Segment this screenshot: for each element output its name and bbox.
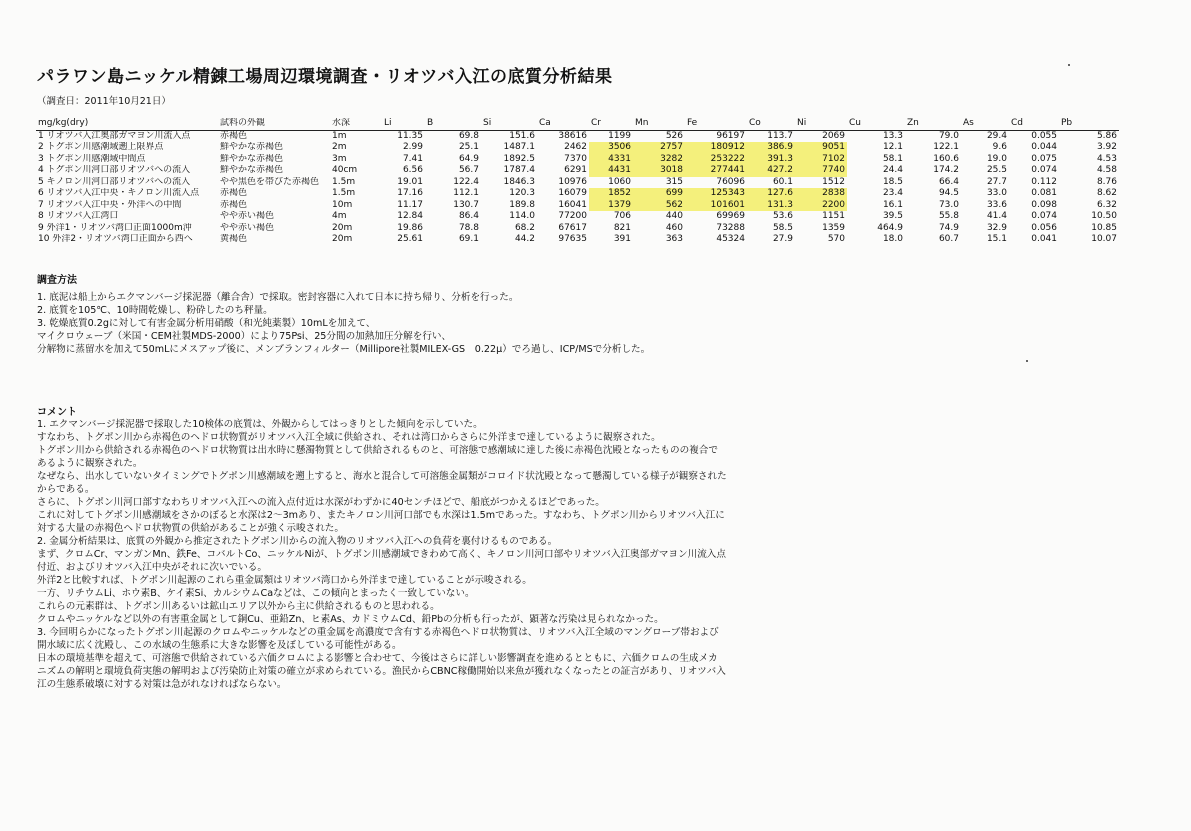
value-cell: 94.5: [938, 188, 959, 199]
column-header: Zn: [905, 118, 961, 130]
value-cell: 24.4: [882, 165, 903, 176]
value-cell: 363: [665, 234, 683, 245]
comment-line: これに対してトグポン川感潮域をさかのぼると水深は2～3mあり、またキノロン川河口部でも水深は1.5mであった。すなわち、トグポン川からリオツバ入江に対する大量の赤褐色ヘドロ状物質の供給があることが強く示唆された。: [37, 510, 725, 534]
value-cell: 58.1: [882, 153, 903, 164]
value-cell: 64.9: [458, 153, 479, 164]
value-cell: 1852: [589, 188, 633, 200]
column-header: Cu: [847, 118, 905, 130]
column-header: 試料の外観: [218, 118, 330, 130]
comments-body: [37, 418, 727, 691]
value-cell: 125343: [685, 188, 747, 200]
value-cell: 0.074: [1031, 211, 1057, 222]
column-header: Cd: [1009, 118, 1059, 130]
value-cell: 9051: [795, 142, 847, 154]
value-cell: 96197: [716, 130, 745, 141]
value-cell: 77200: [558, 211, 587, 222]
value-cell: 12.84: [397, 211, 423, 222]
value-cell: 17.16: [397, 188, 423, 199]
value-cell: 1846.3: [503, 176, 535, 187]
value-cell: 0.098: [1031, 199, 1057, 210]
sample-name-cell: 2 トグポン川感潮域遡上限界点: [38, 142, 164, 153]
table-row: [36, 188, 1119, 200]
value-cell: 25.1: [458, 142, 479, 153]
table-row: [36, 142, 1119, 154]
table-row: [36, 130, 1119, 142]
value-cell: 160.6: [933, 153, 959, 164]
value-cell: 18.0: [882, 234, 903, 245]
value-cell: 41.4: [986, 211, 1007, 222]
value-cell: 11.35: [397, 130, 423, 141]
sample-name-cell: 8 リオツバ入江湾口: [38, 211, 119, 222]
depth-cell: 1m: [332, 130, 347, 141]
survey-date: （調査日：2011年10月21日）: [37, 96, 171, 107]
comment-line: トグポン川から供給される赤褐色のヘドロ状物質は出水時に懸濁物質として供給されるものと、可溶態で感潮域に達した後に赤褐色沈殿となったものの複合であるように観察された。: [37, 445, 718, 469]
page-title: パラワン島ニッケル精錬工場周辺環境調査・リオツバ入江の底質分析結果: [37, 67, 613, 87]
depth-cell: 2m: [332, 142, 347, 153]
value-cell: 0.074: [1031, 165, 1057, 176]
comment-line: さらに、トグポン川河口部すなわちリオツバ入江への流入点付近は水深がわずかに40センチほどで、船底がつかえるほどであった。: [37, 497, 605, 508]
depth-cell: 4m: [332, 211, 347, 222]
value-cell: 69969: [716, 211, 745, 222]
value-cell: 2.99: [402, 142, 423, 153]
value-cell: 19.86: [397, 222, 423, 233]
appearance-cell: 鮮やかな赤褐色: [220, 142, 284, 153]
value-cell: 180912: [685, 142, 747, 154]
sample-name-cell: 7 リオツバ入江中央・外洋への中間: [38, 199, 182, 210]
value-cell: 706: [613, 211, 631, 222]
methods-line: 3. 乾燥底質0.2gに対して有害金属分析用硝酸（和光純薬製）10mLを加えて、: [37, 318, 376, 329]
value-cell: 79.0: [938, 130, 959, 141]
value-cell: 33.0: [986, 188, 1007, 199]
sample-name-cell: 10 外洋2・リオツバ湾口正面から西へ: [38, 234, 193, 245]
value-cell: 526: [665, 130, 683, 141]
value-cell: 18.5: [882, 176, 903, 187]
value-cell: 97635: [558, 234, 587, 245]
comment-line: 2. 金属分析結果は、底質の外観から推定されたトグポン川からの流入物のリオツバ入江への負荷を裏付けるものである。: [37, 536, 558, 547]
value-cell: 570: [827, 234, 845, 245]
value-cell: 7370: [564, 153, 587, 164]
sample-name-cell: 3 トグポン川感潮域中間点: [38, 153, 146, 164]
value-cell: 9.6: [992, 142, 1007, 153]
value-cell: 0.044: [1031, 142, 1057, 153]
column-header: As: [961, 118, 1009, 130]
depth-cell: 1.5m: [332, 188, 356, 199]
value-cell: 10976: [558, 176, 587, 187]
value-cell: 76096: [716, 176, 745, 187]
comment-line: クロムやニッケルなど以外の有害重金属として銅Cu、亜鉛Zn、ヒ素As、カドミウムCd、鉛Pbの分析も行ったが、顕著な汚染は見られなかった。: [37, 614, 664, 625]
depth-cell: 1.5m: [332, 176, 356, 187]
column-header: 水深: [330, 118, 382, 130]
value-cell: 2757: [633, 142, 685, 154]
appearance-cell: やや赤い褐色: [220, 222, 275, 233]
value-cell: 1787.4: [503, 165, 535, 176]
value-cell: 69.1: [458, 234, 479, 245]
table-row: [36, 165, 1119, 177]
value-cell: 66.4: [938, 176, 959, 187]
value-cell: 460: [665, 222, 683, 233]
appearance-cell: 赤褐色: [220, 199, 248, 210]
value-cell: 2462: [564, 142, 587, 153]
value-cell: 4.58: [1096, 165, 1117, 176]
sample-name-cell: 5 キノロン川河口部リオツバへの流入: [38, 176, 191, 187]
value-cell: 29.4: [986, 130, 1007, 141]
value-cell: 10.50: [1091, 211, 1117, 222]
value-cell: 8.76: [1096, 176, 1117, 187]
table-header-row: [36, 118, 1119, 130]
value-cell: 16079: [558, 188, 587, 199]
value-cell: 33.6: [986, 199, 1007, 210]
value-cell: 19.01: [397, 176, 423, 187]
value-cell: 10.85: [1091, 222, 1117, 233]
value-cell: 8.62: [1096, 188, 1117, 199]
column-header: Co: [747, 118, 795, 130]
value-cell: 15.1: [986, 234, 1007, 245]
value-cell: 1151: [822, 211, 845, 222]
value-cell: 56.7: [458, 165, 479, 176]
column-header: B: [425, 118, 481, 130]
value-cell: 69.8: [458, 130, 479, 141]
depth-cell: 10m: [332, 199, 353, 210]
value-cell: 0.112: [1031, 176, 1057, 187]
column-header: Mn: [633, 118, 685, 130]
value-cell: 0.056: [1031, 222, 1057, 233]
value-cell: 7740: [795, 165, 847, 177]
value-cell: 315: [665, 176, 683, 187]
appearance-cell: 鮮やかな赤褐色: [220, 165, 284, 176]
value-cell: 391.3: [747, 154, 795, 166]
comment-line: 日本の環境基準を超えて、可溶態で供給されている六価クロムによる影響と合わせて、今後はさらに詳しい影響調査を進めるとともに、六価クロムの生成メカニズムの解明と環境負荷実態の解明および汚染防止対策の確立が求められている。漁民からCBNC稼働開始以来魚が獲れなくなったとの証言があり、リオツバ入江の生態系破壊に対する対策は急がれなければならない。: [37, 653, 726, 690]
value-cell: 0.041: [1031, 234, 1057, 245]
value-cell: 440: [665, 211, 683, 222]
value-cell: 0.075: [1031, 153, 1057, 164]
appearance-cell: 黄褐色: [220, 234, 248, 245]
sample-name-cell: 9 外洋1・リオツバ湾口正面1000m沖: [38, 222, 192, 233]
comment-line: 外洋2と比較すれば、トグポン川起源のこれら重金属類はリオツバ湾口から外洋まで達していることが示唆される。: [37, 575, 532, 586]
value-cell: 27.7: [986, 176, 1007, 187]
comment-line: 1. エクマンバージ採泥器で採取した10検体の底質は、外観からしてはっきりとした傾向を示していた。: [37, 419, 483, 430]
column-header: Ni: [795, 118, 847, 130]
value-cell: 27.9: [772, 234, 793, 245]
table-row: [36, 211, 1119, 223]
value-cell: 2838: [795, 188, 847, 200]
comment-line: まず、クロムCr、マンガンMn、鉄Fe、コバルトCo、ニッケルNiが、トグポン川感潮域できわめて高く、キノロン川河口部やリオツバ入江奥部ガマヨン川流入点付近、およびリオツバ入江中央がそれに次いでいる。: [37, 549, 726, 573]
value-cell: 53.6: [772, 211, 793, 222]
value-cell: 101601: [685, 200, 747, 212]
value-cell: 55.8: [938, 211, 959, 222]
value-cell: 1379: [589, 200, 633, 212]
column-header: Li: [382, 118, 425, 130]
depth-cell: 20m: [332, 222, 353, 233]
value-cell: 174.2: [933, 165, 959, 176]
value-cell: 78.8: [458, 222, 479, 233]
comment-line: すなわち、トグポン川から赤褐色のヘドロ状物質がリオツバ入江全域に供給され、それは湾口からさらに外洋まで達しているように観察された。: [37, 432, 661, 443]
depth-cell: 20m: [332, 234, 353, 245]
value-cell: 11.17: [397, 199, 423, 210]
value-cell: 68.2: [514, 222, 535, 233]
value-cell: 131.3: [747, 200, 795, 212]
value-cell: 3506: [589, 142, 633, 154]
value-cell: 32.9: [986, 222, 1007, 233]
value-cell: 391: [613, 234, 631, 245]
value-cell: 1060: [608, 176, 631, 187]
value-cell: 4431: [589, 165, 633, 177]
value-cell: 86.4: [458, 211, 479, 222]
value-cell: 253222: [685, 154, 747, 166]
value-cell: 73.0: [938, 199, 959, 210]
column-header: mg/kg(dry): [36, 118, 218, 130]
value-cell: 2200: [795, 200, 847, 212]
column-header: Ca: [537, 118, 589, 130]
value-cell: 6.32: [1096, 199, 1117, 210]
value-cell: 6291: [564, 165, 587, 176]
value-cell: 4.53: [1096, 153, 1117, 164]
methods-line: 1. 底泥は船上からエクマンバージ採泥器（離合舎）で採取。密封容器に入れて日本に持ち帰り、分析を行った。: [37, 292, 519, 303]
value-cell: 1512: [822, 176, 845, 187]
value-cell: 60.1: [772, 176, 793, 187]
value-cell: 122.1: [933, 142, 959, 153]
table-row: [36, 234, 1119, 246]
value-cell: 386.9: [747, 142, 795, 154]
value-cell: 7.41: [402, 153, 423, 164]
value-cell: 10.07: [1091, 234, 1117, 245]
value-cell: 2069: [822, 130, 845, 141]
value-cell: 19.0: [986, 153, 1007, 164]
value-cell: 130.7: [453, 199, 479, 210]
value-cell: 74.9: [938, 222, 959, 233]
value-cell: 16.1: [882, 199, 903, 210]
value-cell: 67617: [558, 222, 587, 233]
value-cell: 3.92: [1096, 142, 1117, 153]
column-header: Fe: [685, 118, 747, 130]
appearance-cell: やや黒色を帯びた赤褐色: [220, 176, 320, 187]
value-cell: 38616: [558, 130, 587, 141]
value-cell: 12.1: [882, 142, 903, 153]
column-header: Si: [481, 118, 537, 130]
value-cell: 699: [633, 188, 685, 200]
value-cell: 25.61: [397, 234, 423, 245]
value-cell: 0.081: [1031, 188, 1057, 199]
methods-heading: 調査方法: [37, 275, 77, 286]
depth-cell: 3m: [332, 153, 347, 164]
comment-line: 3. 今回明らかになったトグポン川起源のクロムやニッケルなどの重金属を高濃度で含有する赤褐色ヘドロ状物質は、リオツバ入江全域のマングローブ帯および開水域に広く沈殿し、この水域の生態系に大きな影響を及ぼしている可能性がある。: [37, 627, 719, 651]
table-row: [36, 154, 1119, 166]
methods-line: 2. 底質を105℃、10時間乾燥し、粉砕したのち秤量。: [37, 305, 273, 316]
value-cell: 427.2: [747, 165, 795, 177]
value-cell: 3018: [633, 165, 685, 177]
value-cell: 60.7: [938, 234, 959, 245]
scan-speck: [1026, 360, 1028, 362]
sample-name-cell: 4 トグポン川河口部リオツバへの流入: [38, 165, 191, 176]
value-cell: 58.5: [772, 222, 793, 233]
scan-speck: [1068, 64, 1070, 66]
comment-line: なぜなら、出水していないタイミングでトグポン川感潮域を遡上すると、海水と混合して可溶態金属類がコロイド状沈殿となって懸濁している様子が観察されたからである。: [37, 471, 727, 495]
value-cell: 44.2: [514, 234, 535, 245]
value-cell: 151.6: [509, 130, 535, 141]
methods-body: [37, 291, 727, 356]
appearance-cell: 鮮やかな赤褐色: [220, 153, 284, 164]
value-cell: 16041: [558, 199, 587, 210]
value-cell: 114.0: [509, 211, 535, 222]
value-cell: 112.1: [453, 188, 479, 199]
value-cell: 821: [613, 222, 631, 233]
methods-line: 分解物に蒸留水を加えて50mLにメスアップ後に、メンブランフィルター（Millipore社製MILEX-GS 0.22μ）でろ過し、ICP/MSで分析した。: [37, 344, 651, 355]
table-row: [36, 177, 1119, 189]
sample-name-cell: 6 リオツバ入江中央・キノロン川流入点: [38, 188, 200, 199]
value-cell: 113.7: [767, 130, 793, 141]
value-cell: 120.3: [509, 188, 535, 199]
methods-line: マイクロウェーブ（米国・CEM社製MDS-2000）により75Psi、25分間の加熱加圧分解を行い、: [37, 331, 452, 342]
value-cell: 1487.1: [503, 142, 535, 153]
table-row: [36, 200, 1119, 212]
value-cell: 7102: [795, 154, 847, 166]
value-cell: 45324: [716, 234, 745, 245]
column-header: Pb: [1059, 118, 1119, 130]
value-cell: 1199: [608, 130, 631, 141]
value-cell: 39.5: [882, 211, 903, 222]
comment-line: これらの元素群は、トグポン川あるいは鉱山エリア以外から主に供給されるものと思われる。: [37, 601, 440, 612]
column-header: Cr: [589, 118, 633, 130]
value-cell: 3282: [633, 154, 685, 166]
appearance-cell: 赤褐色: [220, 188, 248, 199]
value-cell: 0.055: [1031, 130, 1057, 141]
value-cell: 189.8: [509, 199, 535, 210]
value-cell: 6.56: [402, 165, 423, 176]
value-cell: 1359: [822, 222, 845, 233]
value-cell: 464.9: [877, 222, 903, 233]
value-cell: 73288: [716, 222, 745, 233]
value-cell: 562: [633, 200, 685, 212]
comment-line: 一方、リチウムLi、ホウ素B、ケイ素Si、カルシウムCaなどは、この傾向とまったく一致していない。: [37, 588, 475, 599]
appearance-cell: 赤褐色: [220, 130, 248, 141]
value-cell: 5.86: [1096, 130, 1117, 141]
value-cell: 127.6: [747, 188, 795, 200]
appearance-cell: やや赤い褐色: [220, 211, 275, 222]
value-cell: 277441: [685, 165, 747, 177]
value-cell: 13.3: [882, 130, 903, 141]
results-table: [36, 118, 1119, 246]
depth-cell: 40cm: [332, 165, 358, 176]
value-cell: 1892.5: [503, 153, 535, 164]
table-row: [36, 223, 1119, 235]
comments-heading: コメント: [37, 407, 77, 418]
value-cell: 23.4: [882, 188, 903, 199]
value-cell: 122.4: [453, 176, 479, 187]
value-cell: 4331: [589, 154, 633, 166]
sample-name-cell: 1 リオツバ入江奥部ガマヨン川流入点: [38, 130, 191, 141]
value-cell: 25.5: [986, 165, 1007, 176]
